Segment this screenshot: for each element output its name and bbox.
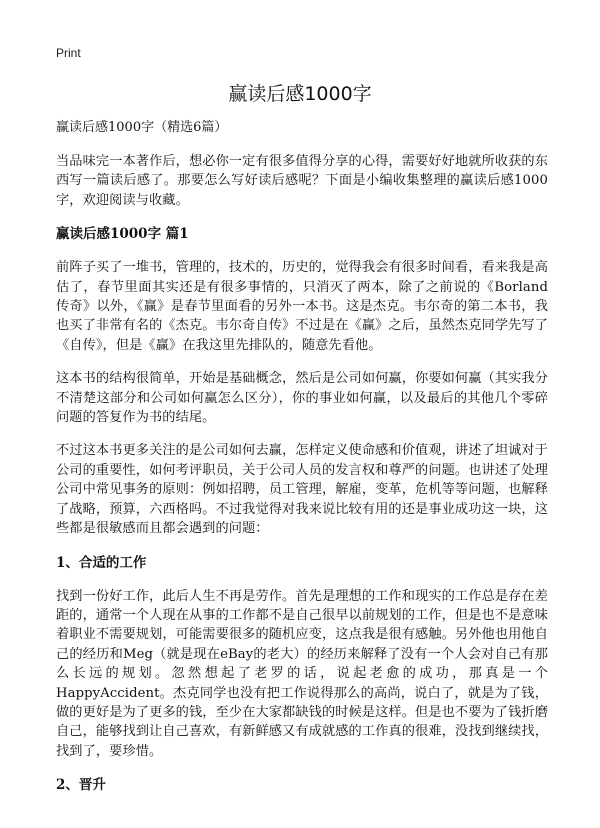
section-1-paragraph: 找到一份好工作，此后人生不再是劳作。首先是理想的工作和现实的工作总是存在差距的，通常一个人现在从事的工作都不是自己很早以前规划的工作，但是也不是意味着职业不需要规划，可能需要很多的随机应变，这点我是很有感触。另外他也用他自己的经历和Meg（就是现在eBay的老大）的经历来解释了没有一个人会对自己有那么长远的规划。忽然想起了老罗的话，说起老愈的成功，那真是一个HappyAccident。杰克同学也没有把工作说得那么的高尚，说白了，就是为了钱，做的更好是为了更多的钱，至少在大家都缺钱的时候是这样。但是也不要为了钱折磨自己，能够找到让自己喜欢，有新鲜感又有成就感的工作真的很难，没找到继续找，找到了，要珍惜。: [56, 588, 548, 759]
section-heading-1: 1、合适的工作: [56, 554, 147, 571]
section-heading-2: 2、晋升: [56, 777, 106, 794]
document-content: [56, 118, 548, 809]
article-paragraph-3: 不过这本书更多关注的是公司如何去赢，怎样定义使命感和价值观，讲述了坦诚对于公司的重要性，如何考评职员，关于公司人员的发言权和尊严的问题。也讲述了处理公司中常见事务的原则：例如招聘，员工管理，解雇，变革，危机等等问题，也解释了战略，预算，六西格吗。不过我觉得对我来说比较有用的还是事业成功这一块，这些都是很敏感而且都会遇到的问题：: [56, 443, 548, 537]
print-link[interactable]: Print: [56, 46, 81, 60]
document-subtitle: 赢读后感1000字（精选6篇）: [56, 120, 228, 135]
intro-paragraph: 当品味完一本著作后，想必你一定有很多值得分享的心得，需要好好地就所收获的东西写一篇读后感了。那要怎么写好读后感呢？下面是小编收集整理的赢读后感1000字，欢迎阅读与收藏。: [56, 154, 548, 208]
document-title: 赢读后感1000字: [228, 83, 372, 105]
article-heading: 赢读后感1000字 篇1: [56, 226, 189, 243]
article-paragraph-2: 这本书的结构很简单，开始是基础概念，然后是公司如何赢，你要如何赢（其实我分不清楚这部分和公司如何赢怎么区分），你的事业如何赢，以及最后的其他几个零碎问题的答复作为书的结尾。: [56, 371, 548, 426]
article-paragraph-1: 前阵子买了一堆书，管理的，技术的，历史的，觉得我会有很多时间看，看来我是高估了，春节里面其实还是有很多事情的，只消灭了两本，除了之前说的《Borland传奇》以外，《赢》是春节里面看的另外一本书。这是杰克。韦尔奇的第二本书，我也买了非常有名的《杰克。韦尔奇自传》不过是在《赢》之后，虽然杰克同学先写了《自传》，但是《赢》在我这里先排队的，随意先看他。: [56, 260, 548, 353]
